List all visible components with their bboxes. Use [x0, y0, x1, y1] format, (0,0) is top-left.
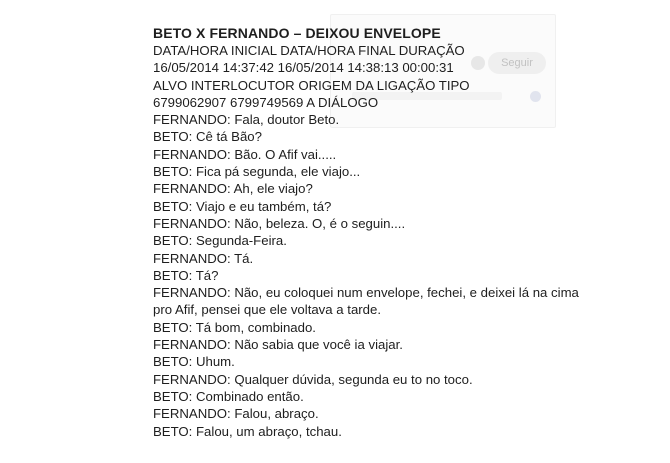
dialogue-line: FERNANDO: Ah, ele viajo? — [153, 181, 313, 197]
header-line: 16/05/2014 14:37:42 16/05/2014 14:38:13 00:00:31 — [153, 60, 454, 76]
dialogue-line: BETO: Uhum. — [153, 354, 235, 370]
transcript-document — [153, 24, 653, 440]
dialogue-line: BETO: Cê tá Bão? — [153, 129, 262, 145]
dialogue-line: FERNANDO: Falou, abraço. — [153, 406, 319, 422]
dialogue-line: BETO: Viajo e eu também, tá? — [153, 198, 332, 214]
header-line: 6799062907 6799749569 A DIÁLOGO — [153, 94, 379, 110]
header-line: ALVO INTERLOCUTOR ORIGEM DA LIGAÇÃO TIPO — [153, 77, 470, 93]
dialogue-line: FERNANDO: Fala, doutor Beto. — [153, 112, 340, 128]
transcript-title: BETO X FERNANDO – DEIXOU ENVELOPE — [153, 25, 441, 41]
dialogue-line: BETO: Falou, um abraço, tchau. — [153, 423, 342, 439]
dialogue-line: FERNANDO: Não sabia que você ia viajar. — [153, 337, 403, 353]
dialogue-line: BETO: Fica pá segunda, ele viajo... — [153, 164, 361, 180]
dialogue-line: BETO: Tá bom, combinado. — [153, 319, 316, 335]
dialogue-line: FERNANDO: Não, beleza. O, é o seguin.... — [153, 215, 406, 231]
dialogue-line: FERNANDO: Qualquer dúvida, segunda eu to no toco. — [153, 371, 473, 387]
dialogue-line: FERNANDO: Tá. — [153, 250, 254, 266]
dialogue-line: BETO: Combinado então. — [153, 388, 304, 404]
ghost-follow-button: Seguir — [488, 52, 546, 74]
dialogue-line: BETO: Tá? — [153, 267, 219, 283]
dialogue-line: FERNANDO: Não, eu coloquei num envelope, fechei, e deixei lá na cima pro Afif, pensei que ele voltava a tarde. — [153, 285, 583, 318]
dialogue-line: BETO: Segunda-Feira. — [153, 233, 287, 249]
header-line: DATA/HORA INICIAL DATA/HORA FINAL DURAÇÃO — [153, 43, 465, 58]
dialogue-line: FERNANDO: Bão. O Afif vai..... — [153, 146, 337, 162]
